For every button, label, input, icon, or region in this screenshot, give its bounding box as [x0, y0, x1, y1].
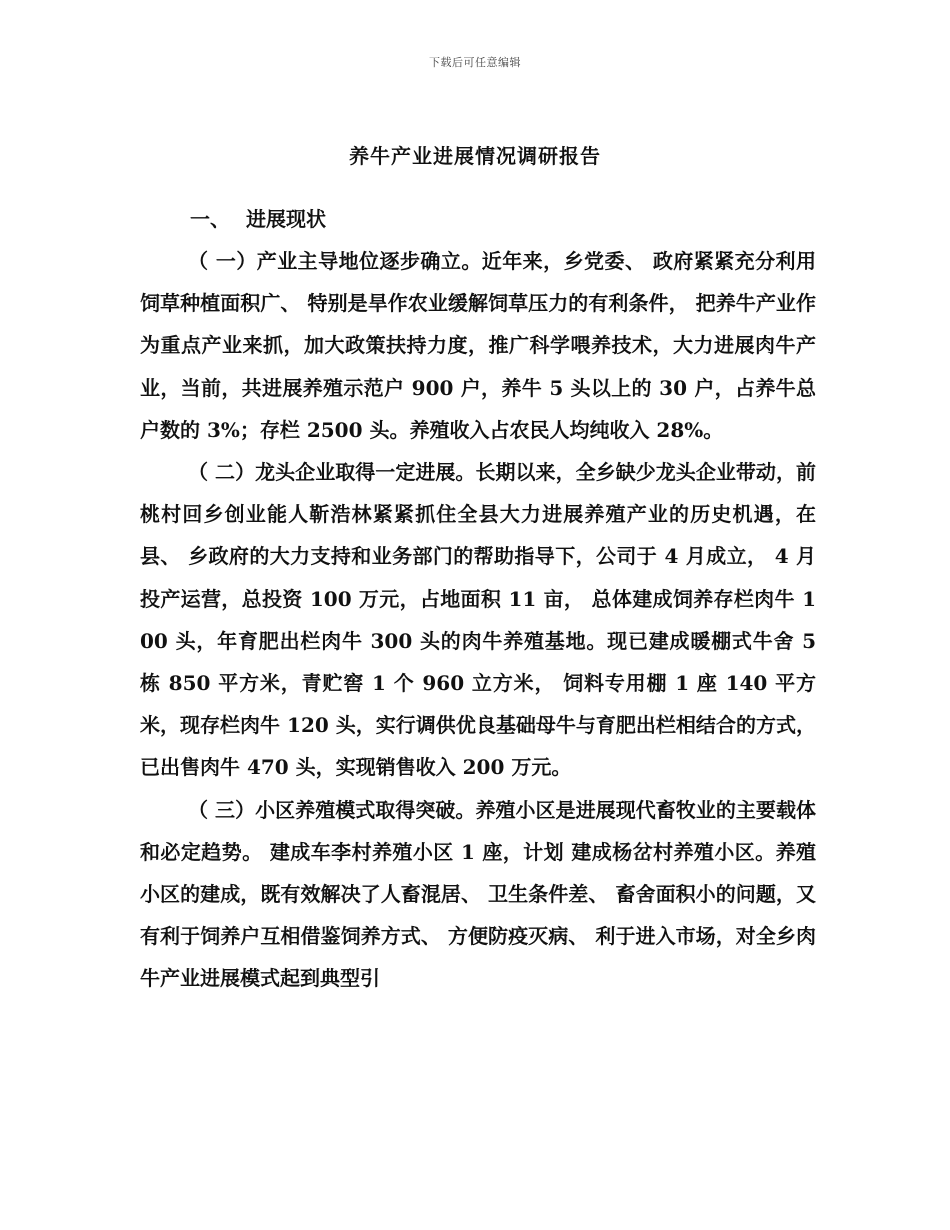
page-title: 养牛产业进展情况调研报告 [349, 144, 601, 168]
paragraph-industry-position: （ 一）产业主导地位逐步确立。近年来，乡党委、 政府紧紧充分利用饲草种植面积广、 特别是旱作农业缓解饲草压力的有利条件， 把养牛产业作为重点产业来抓，加大政策扶持力度，推广科学喂养技术，大力进展肉牛产业，当前，共进展养殖示范户 900 户，养牛 5 头以上的 30 户，占养牛总户数的 3%；存栏 2500 头。养殖收入占农民人均纯收入 28%。 [140, 249, 816, 442]
paragraph-breeding-zone: （ 三）小区养殖模式取得突破。养殖小区是进展现代畜牧业的主要载体和必定趋势。 建成车李村养殖小区 1 座，计划 建成杨岔村养殖小区。养殖小区的建成，既有效解决了人畜混居、 卫生条件差、 畜舍面积小的问题，又有利于饲养户互相借鉴饲养方式、 方便防疫灭病、 利于进入市场，对全乡肉牛产业进展模式起到典型引 [140, 797, 816, 991]
header-note: 下载后可任意编辑 [429, 56, 521, 69]
section-heading-text: 进展现状 [246, 207, 326, 231]
section-number: 一、 [190, 207, 230, 231]
paragraph-leading-enterprise: （ 二）龙头企业取得一定进展。长期以来，全乡缺少龙头企业带动，前桃村回乡创业能人靳浩林紧紧抓住全县大力进展养殖产业的历史机遇，在县、 乡政府的大力支持和业务部门的帮助指导下，公司于 4 月成立， 4 月投产运营，总投资 100 万元，占地面积 11 亩， 总体建成饲养存栏肉牛 100 头，年育肥出栏肉牛 300 头的肉牛养殖基地。现已建成暖棚式牛舍 5 栋 850 平方米，青贮窖 1 个 960 立方米， 饲料专用棚 1 座 140 平方米，现存栏肉牛 120 头，实行调供优良基础母牛与育肥出栏相结合的方式，已出售肉牛 470 头，实现销售收入 200 万元。 [140, 460, 816, 780]
document-body [140, 198, 816, 1000]
section-heading [140, 198, 816, 240]
